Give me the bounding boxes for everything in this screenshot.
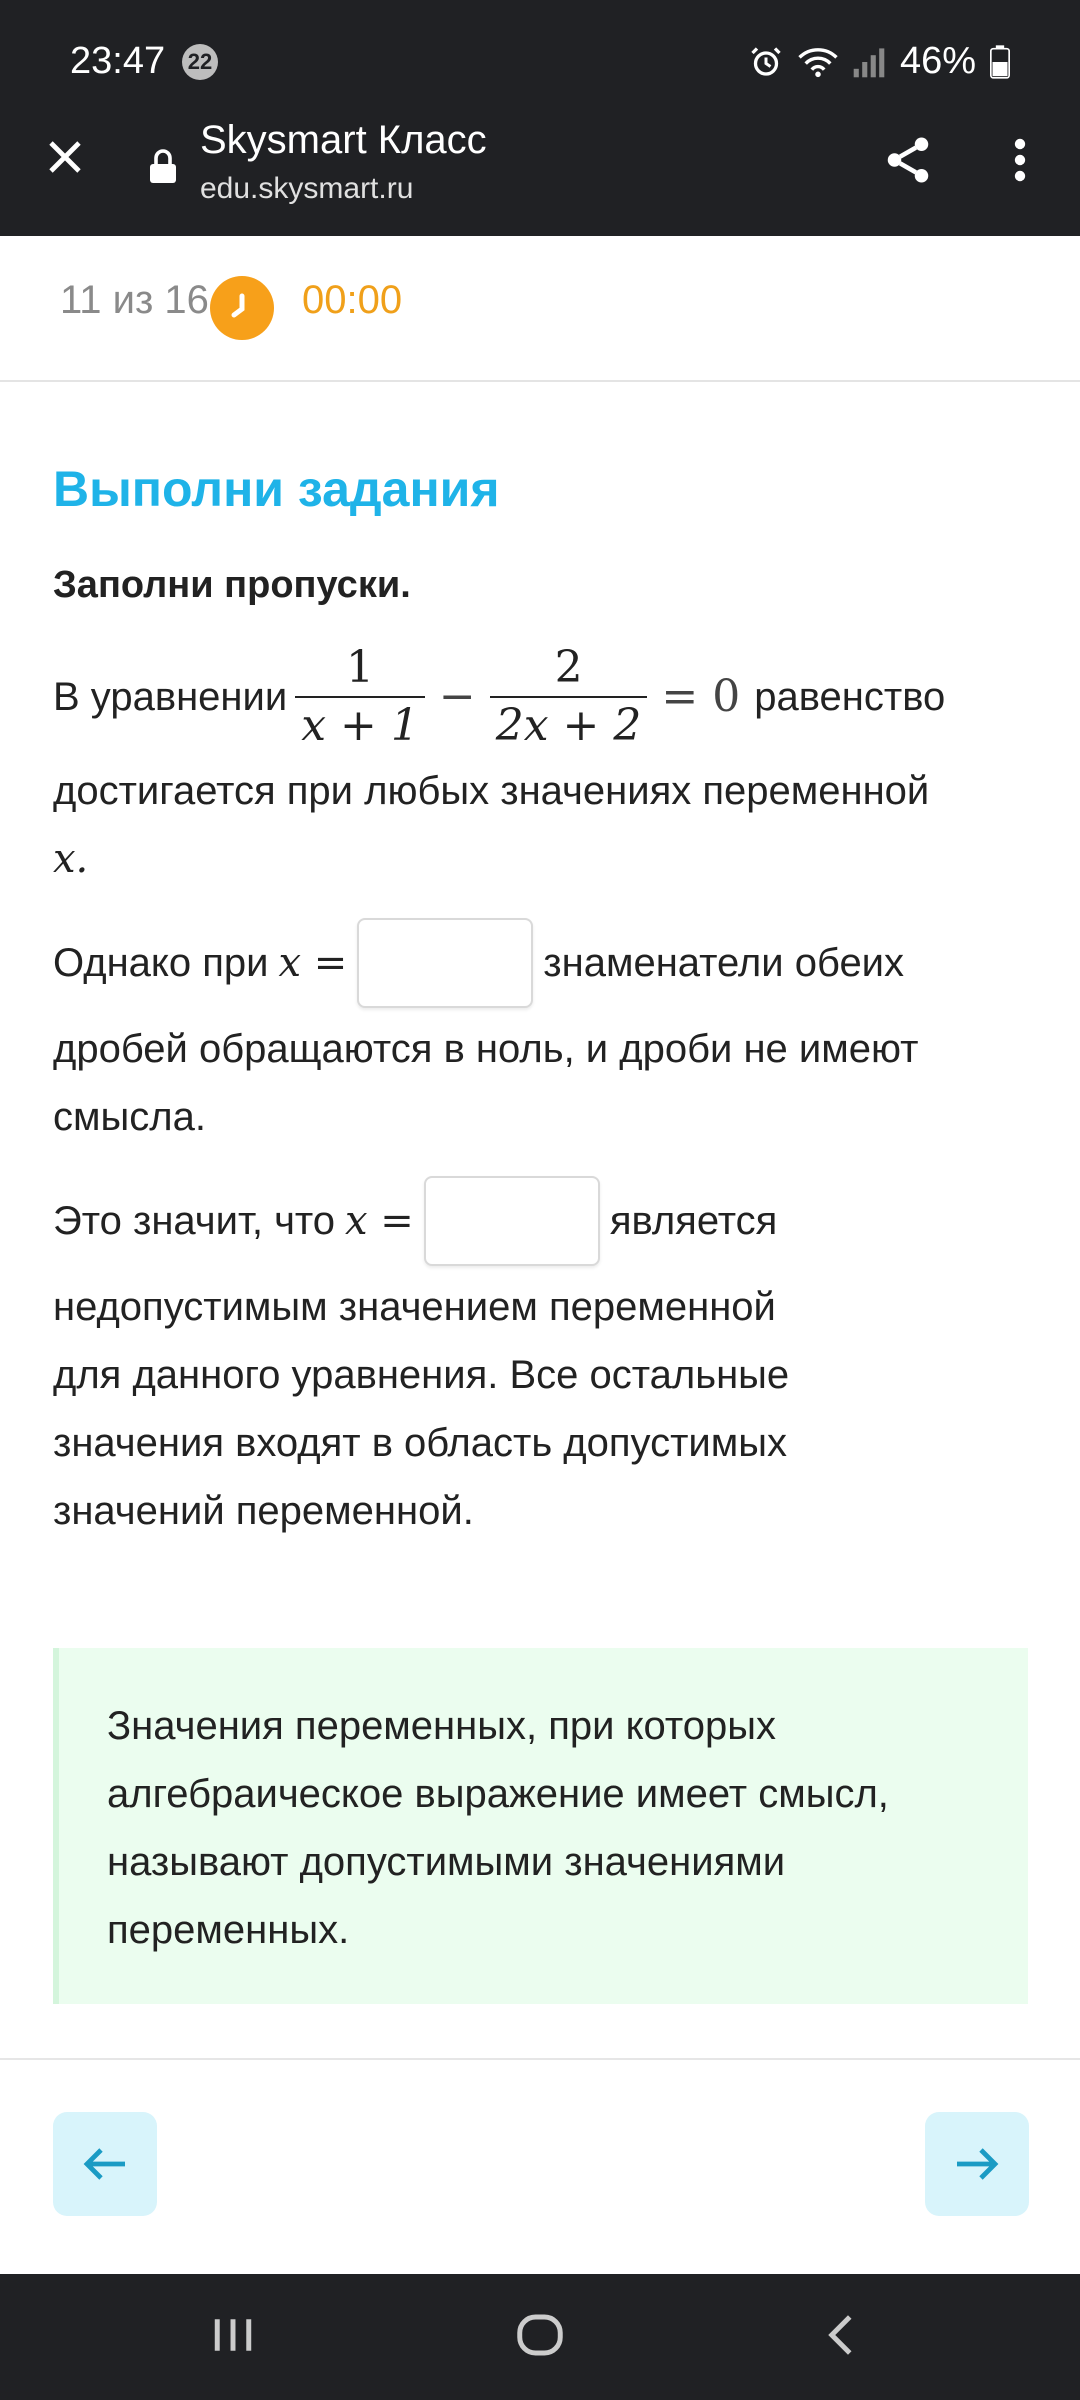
close-button[interactable] [40,132,90,182]
info-note [53,1648,1028,2004]
battery-percent: 46% [899,40,976,82]
fraction-numerator: 1 [346,642,375,693]
home-icon [510,2308,570,2362]
paragraph-equation [53,637,1028,893]
variable-x: x. [53,836,89,882]
share-icon [881,132,935,188]
progress-header [0,236,1080,382]
fraction-numerator: 2 [554,642,583,693]
fraction-2 [490,640,648,754]
variable-x-equals: x = [278,940,348,986]
answer-input-2[interactable] [424,1176,600,1266]
paragraph-gap-1 [53,911,1028,1151]
url-text[interactable]: edu.skysmart.ru [200,172,414,205]
home-button[interactable] [510,2308,570,2367]
more-options-button[interactable] [1000,128,1040,192]
wifi-icon [798,44,838,80]
notification-count-badge: 22 [182,44,218,80]
back-button[interactable] [816,2308,870,2367]
text-segment: В уравнении [53,675,288,719]
alarm-icon [748,44,784,80]
paragraph-gap-2 [53,1169,1028,1545]
signal-icon [852,45,886,79]
text-segment: Однако при [53,941,269,985]
fraction-denominator: 2x + 2 [490,696,648,754]
text-segment: знаменатели обеих [543,941,905,985]
task-content [53,460,1028,1563]
status-icons [748,40,1010,83]
divider [0,2058,1080,2060]
task-counter: 11 из 16 [60,278,209,322]
share-button[interactable] [876,128,940,192]
lock-icon [148,148,178,189]
variable-x-equals: x = [345,1198,414,1244]
next-task-button[interactable] [925,2112,1029,2216]
arrow-left-icon [81,2144,129,2184]
battery-icon [990,45,1010,79]
text-line: достигается при любых значениях переменной [53,769,930,813]
fraction-1 [295,640,425,754]
status-time: 23:47 [70,40,166,82]
text-segment: равенство [754,675,946,719]
text-block: дробей обращаются в ноль, и дроби не имеют смысла. [53,1027,919,1139]
previous-task-button[interactable] [53,2112,157,2216]
minus-sign: − [438,671,476,722]
answer-input-1[interactable] [357,918,533,1008]
clock-icon [210,276,274,340]
close-icon [45,137,85,177]
text-segment: является [609,1199,778,1243]
note-text: Значения переменных, при которых алгебраическое выражение имеет смысл, называют допустимыми значениями переменных. [107,1704,889,1952]
browser-chrome [0,0,1080,236]
text-block: недопустимым значением переменной для данного уравнения. Все остальные значения входят в область допустимых значений переменной. [53,1285,790,1533]
task-subtitle: Заполни пропуски. [53,564,411,606]
task-heading: Выполни задания [53,461,500,517]
timer: 00:00 [302,278,403,322]
fraction-denominator: x + 1 [295,696,425,754]
equals-zero: = 0 [661,671,741,722]
recents-button[interactable] [206,2308,260,2367]
system-navigation-bar [0,2274,1080,2400]
text-segment: Это значит, что [53,1199,336,1243]
status-bar [0,0,1080,125]
page-title: Skysmart Класс [200,118,487,162]
back-icon [816,2308,870,2362]
arrow-right-icon [953,2144,1001,2184]
more-vert-icon [1014,135,1026,185]
recents-icon [206,2308,260,2362]
